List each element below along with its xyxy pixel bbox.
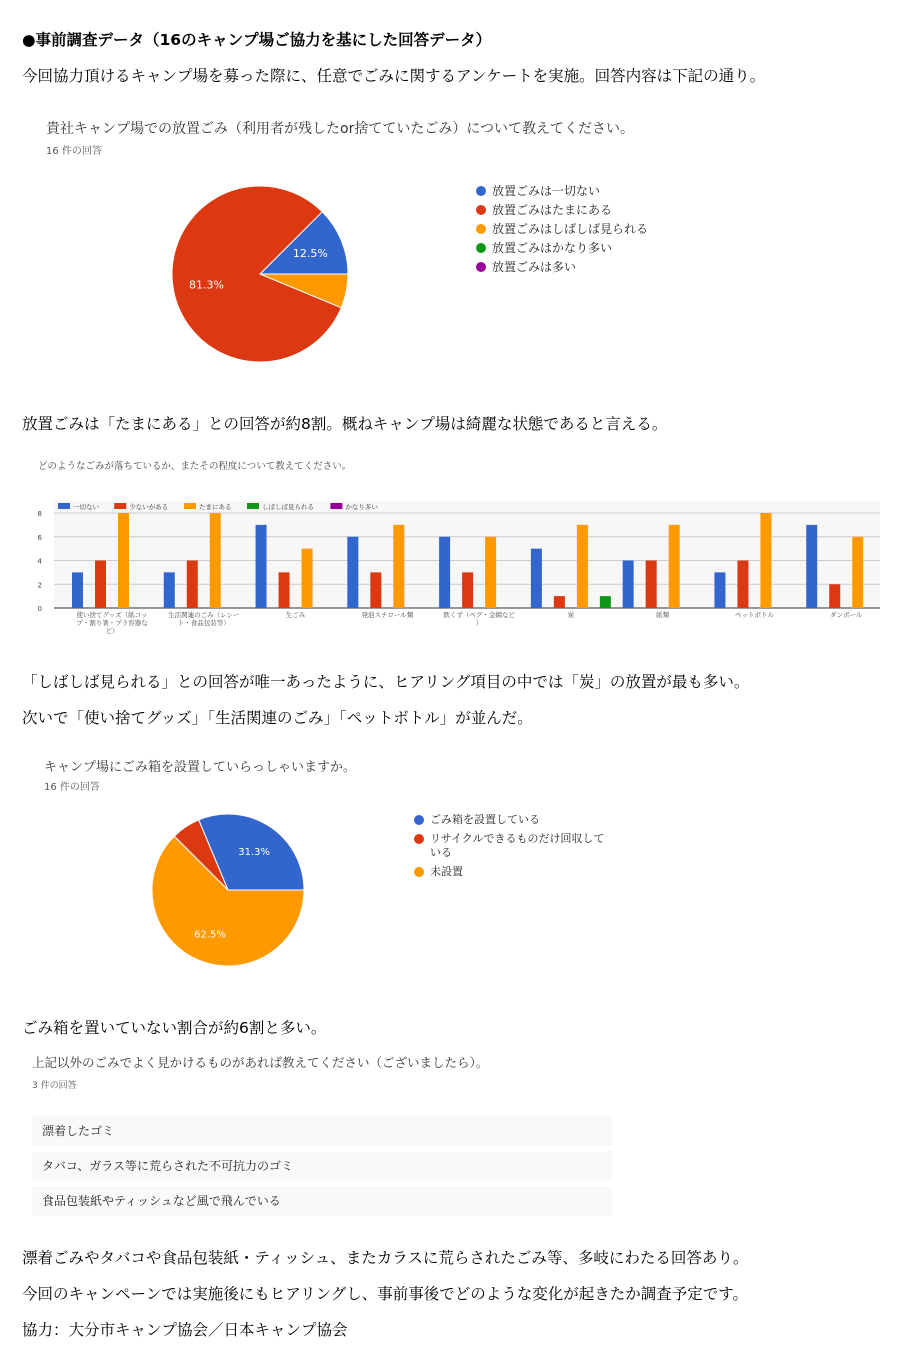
legend-label: かなり多い [345,503,378,511]
legend-swatch [476,205,486,215]
bar [256,525,267,608]
legend-label: 放置ごみは多い [492,260,577,274]
legend-entry [476,222,648,236]
legend-entry [476,203,648,217]
x-tick-label: 使い捨てグッズ（紙コップ・割り箸・プラ容器など） [76,611,148,635]
x-tick-label: 紙類 [656,611,670,619]
legend-swatch [247,503,259,509]
legend-swatch [476,224,486,234]
legend-label: リサイクルできるものだけ回収している [430,832,605,859]
final-comment-1: 漂着ごみやタバコや食品包装紙・ティッシュ、またカラスに荒らされたごみ等、多岐にわたる回答あり。 [22,1249,749,1267]
legend-label: しばしば見られる [262,503,314,511]
bar [554,596,565,608]
bar [669,525,680,608]
legend-swatch [476,186,486,196]
page-heading: ●事前調査データ（16のキャンプ場ご協力を基にした回答データ） [22,31,492,49]
bar [623,561,634,609]
bar [714,572,725,608]
legend-label: 放置ごみは一切ない [492,184,601,198]
legend-swatch [330,503,342,509]
bar [577,525,588,608]
legend-entry [414,832,614,860]
chart2-title: どのようなごみが落ちているか、またその程度について教えてください。 [38,461,352,472]
bar [646,561,657,609]
legend-swatch [114,503,126,509]
bar [210,513,221,608]
pie-slice-label: 12.5% [292,247,328,261]
bar [393,525,404,608]
x-tick-label: 鉄くず（ペグ・金網など） [443,611,515,627]
question4-title: 上記以外のごみでよく見かけるものがあれば教えてください（ございましたら）。 [32,1055,489,1070]
question4-response-count: 3 件の回答 [32,1081,77,1091]
x-tick-label: ダンボール [830,611,863,619]
bar [462,572,473,608]
answer-item: 漂着したゴミ [32,1116,612,1146]
chart1-pie [150,160,370,370]
legend-label: 未設置 [430,865,463,878]
bar [279,572,290,608]
legend-entry [414,813,614,827]
y-tick-label: 2 [37,581,42,590]
legend-label: 放置ごみはたまにある [492,203,613,217]
x-tick-label: 生ごみ [285,611,306,619]
chart1-legend [476,184,648,279]
bar [737,561,748,609]
answer-list [32,1116,612,1221]
x-tick-label: 生活関連のごみ（レシート・食品包装等） [168,611,240,627]
chart1-comment: 放置ごみは「たまにある」との回答が約8割。概ねキャンプ場は綺麗な状態であると言える。 [22,415,668,433]
chart3-legend [414,813,614,884]
legend-entry [414,865,614,879]
legend-swatch [476,262,486,272]
legend-swatch [414,815,424,825]
bar [485,537,496,608]
pie-slice-label: 62.5% [194,929,226,941]
chart2-comment-2: 次いで「使い捨てグッズ」「生活関連のごみ」「ペットボトル」が並んだ。 [22,709,533,727]
chart1-response-count: 16 件の回答 [46,146,102,157]
chart3-response-count: 16 件の回答 [44,782,100,793]
bar [829,584,840,608]
y-tick-label: 0 [37,605,42,613]
bar [806,525,817,608]
bar [439,537,450,608]
bar [760,513,771,608]
x-tick-label: ペットボトル [734,611,774,619]
y-tick-label: 4 [37,557,42,566]
y-tick-label: 6 [37,533,42,542]
chart3-pie [130,800,330,980]
intro-text: 今回協力頂けるキャンプ場を募った際に、任意でごみに関するアンケートを実施。回答内容は下記の通り。 [22,67,766,85]
credit-text: 協力：大分市キャンプ協会／日本キャンプ協会 [22,1321,348,1339]
legend-label: 放置ごみはかなり多い [492,241,613,255]
bar [370,572,381,608]
bar [95,561,106,609]
x-tick-label: 発泡スチロール類 [361,611,414,619]
bar [302,549,313,608]
answer-item: 食品包装紙やティッシュなど風で飛んでいる [32,1186,612,1216]
bar [531,549,542,608]
chart3-title: キャンプ場にごみ箱を設置していらっしゃいますか。 [44,760,357,775]
legend-label: 放置ごみはしばしば見られる [492,222,649,236]
pie-slice-label: 31.3% [238,846,271,858]
final-comment-2: 今回のキャンペーンでは実施後にもヒアリングし、事前事後でどのような変化が起きたか調査予定です。 [22,1285,749,1303]
legend-swatch [414,867,424,877]
bar [187,561,198,609]
legend-label: たまにある [199,503,232,511]
legend-entry [476,260,648,274]
bar [164,572,175,608]
legend-swatch [58,503,70,509]
legend-swatch [184,503,196,509]
chart1-title: 貴社キャンプ場での放置ごみ（利用者が残したor捨てていたごみ）について教えてください。 [46,121,635,137]
bar [72,572,83,608]
answer-item: タバコ、ガラス等に荒らされた不可抗力のゴミ [32,1151,612,1181]
legend-swatch [414,834,424,844]
y-tick-label: 8 [37,510,42,518]
legend-label: ごみ箱を設置している [430,813,540,826]
chart2-comment-1: 「しばしば見られる」との回答が唯一あったように、ヒアリング項目の中では「炭」の放置が最も多い。 [22,673,750,691]
legend-label: 一切ない [73,503,99,511]
bar [118,513,129,608]
x-tick-label: 炭 [567,611,575,619]
chart2-bar [30,496,890,646]
chart3-comment: ごみ箱を置いていない割合が約6割と多い。 [22,1019,327,1037]
legend-swatch [476,243,486,253]
bar [852,537,863,608]
legend-entry [476,241,648,255]
legend-label: 少ないがある [129,503,169,511]
legend-entry [476,184,648,198]
bar [347,537,358,608]
pie-slice-label: 81.3% [189,278,224,292]
bar [600,596,611,608]
